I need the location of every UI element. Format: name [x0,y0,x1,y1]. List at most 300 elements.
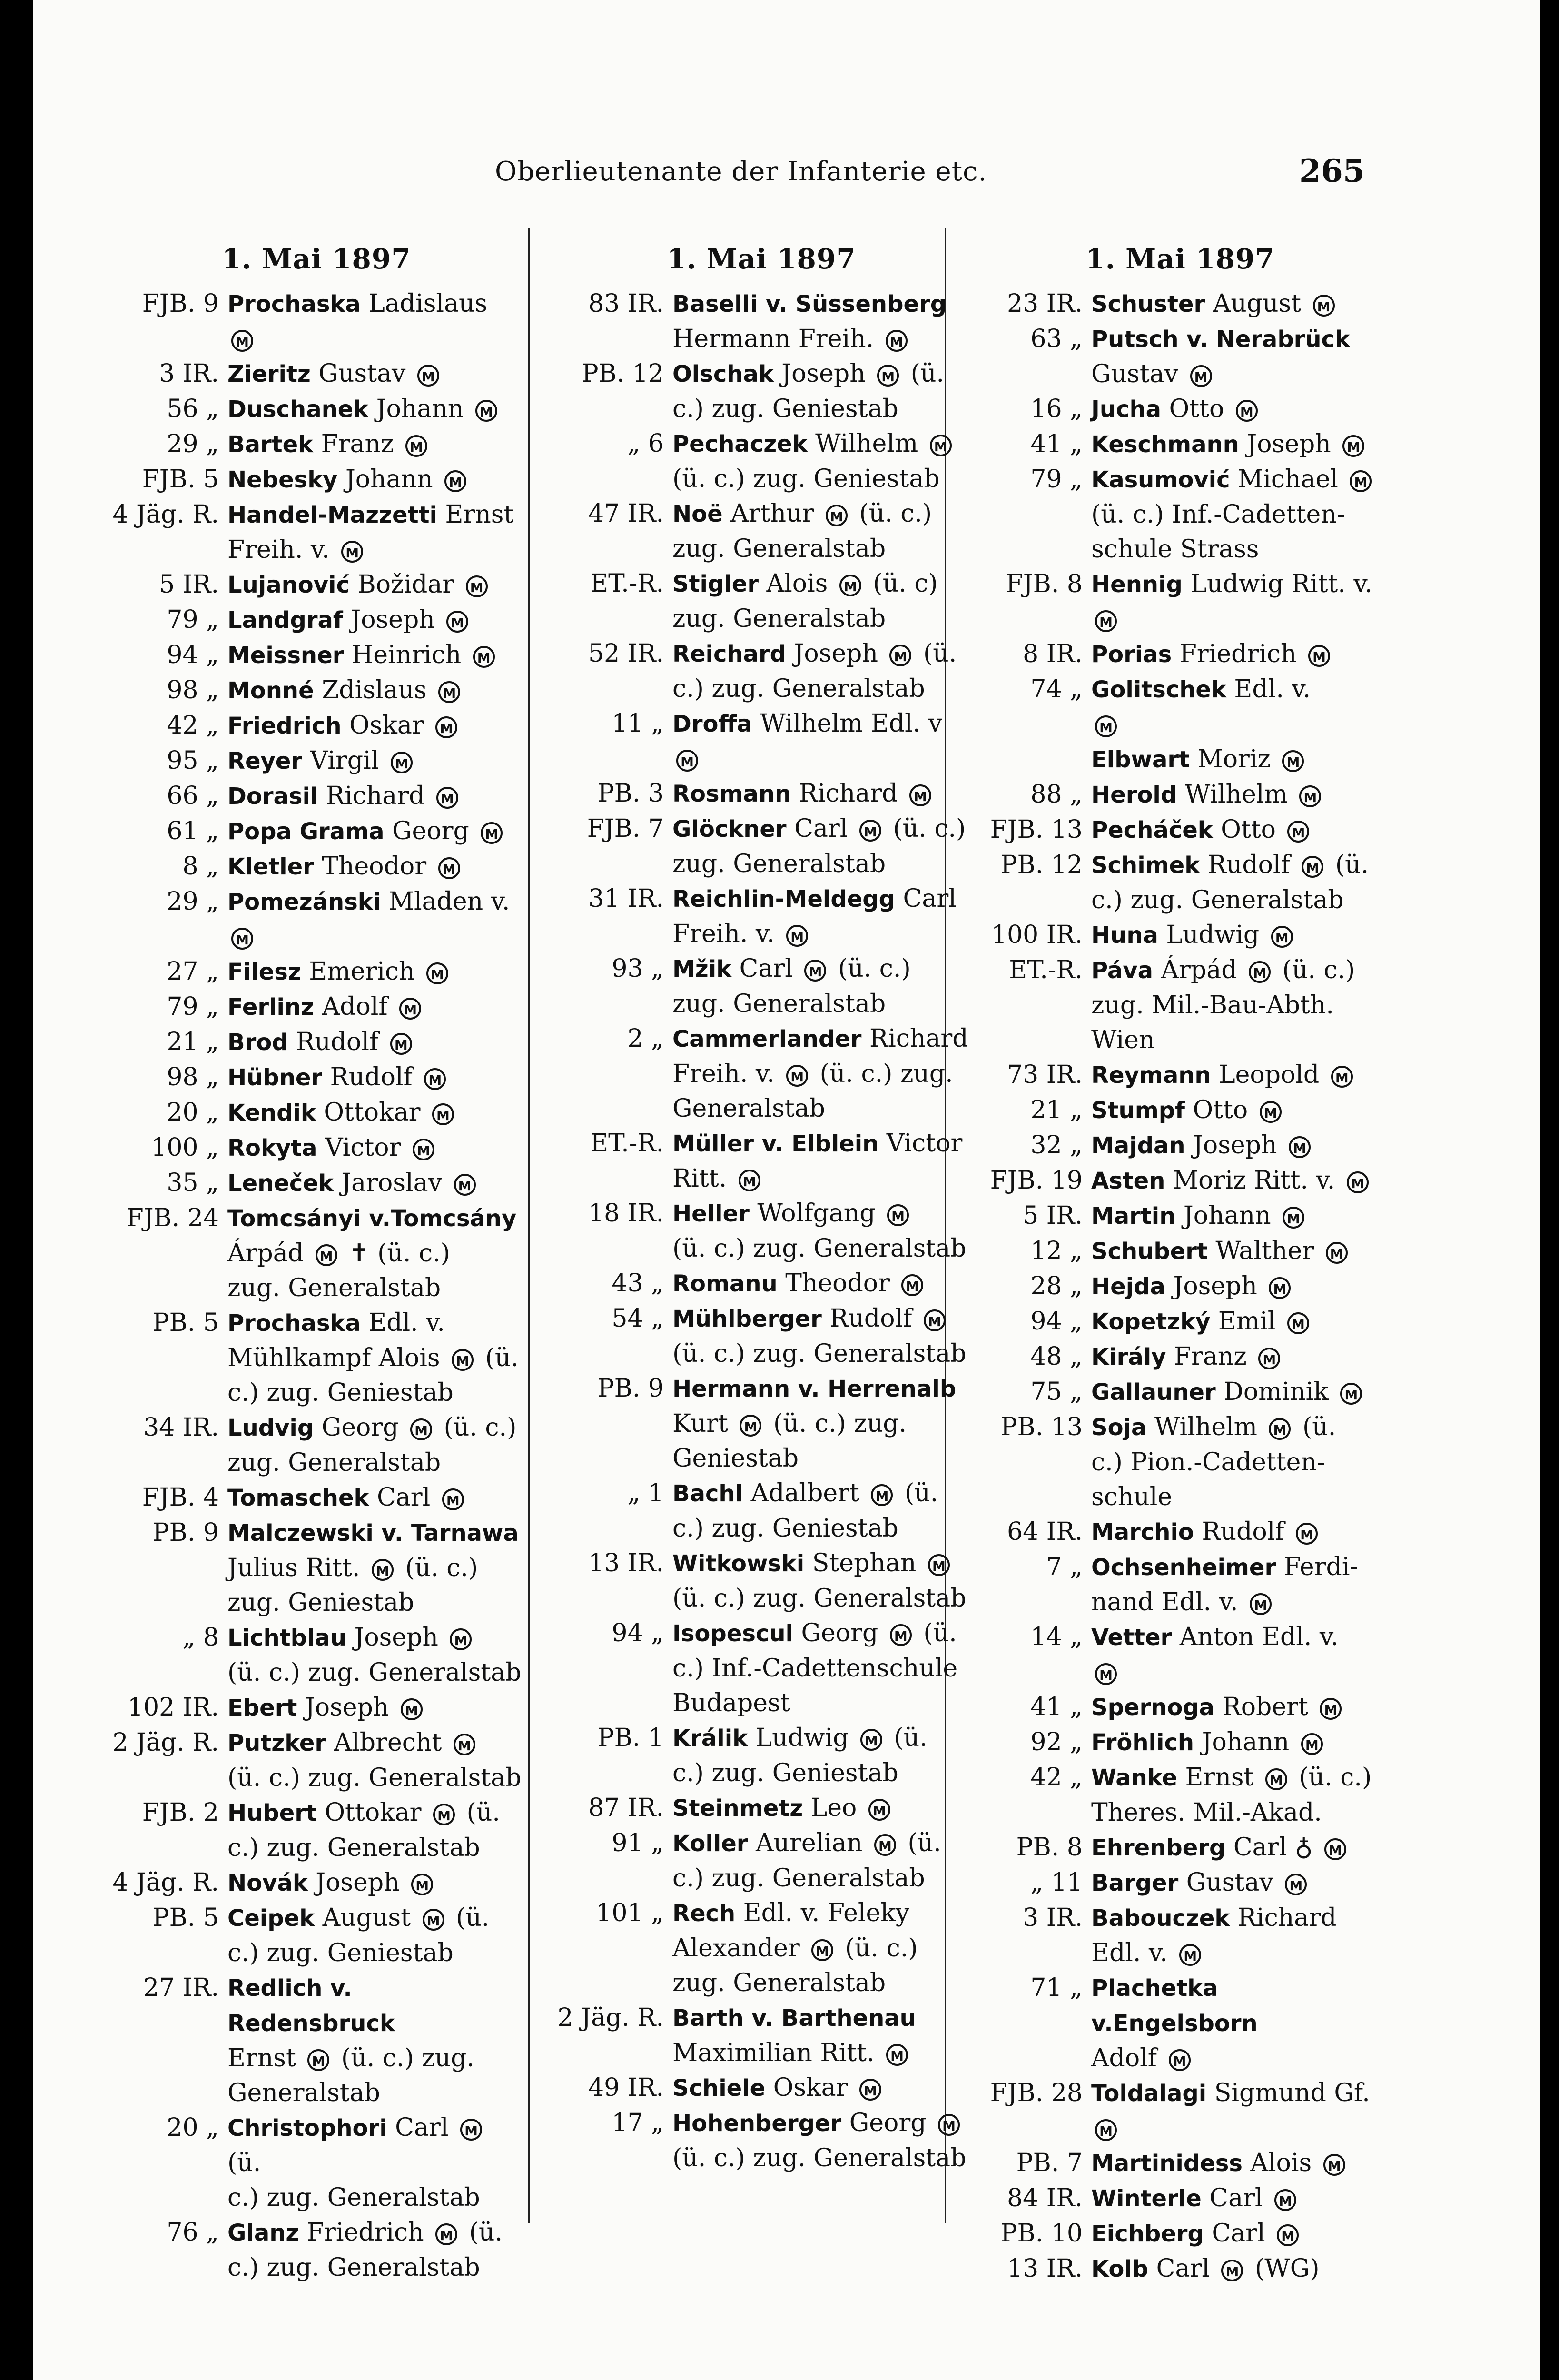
roster-entry [973,1304,1387,1339]
medal-icon: M [860,1729,882,1751]
officer-details: Georg [793,1619,886,1647]
medal-icon: M [887,1204,909,1226]
officer-surname: Toldalagi [1091,2080,1207,2107]
medal-icon: M [446,611,468,633]
officer-details: Adalbert [743,1479,868,1507]
officer-details: Wilhelm Edl. v [760,709,943,738]
unit-code: FJB. 28 [990,2079,1083,2107]
roster-entry [109,287,523,357]
unit-code: 49 IR. [588,2073,664,2102]
unit-code: 100 IR. [991,921,1083,949]
officer-surname: Popa Grama [227,818,385,845]
entry-text [672,776,968,812]
entry-text [672,1476,968,1546]
roster-entry [973,287,1387,322]
officer-details: Adolf [314,992,396,1021]
officer-surname: Droffa [672,711,752,737]
unit-code: 84 IR. [1007,2184,1083,2212]
assignment-note: (ü. c.) zug. Generalstab [1091,851,1369,914]
unit-code: 41 „ [1030,1693,1083,1721]
medal-icon: M [924,1309,946,1331]
unit-code: 2 Jäg. R. [557,2003,664,2032]
medal-icon: M [1095,715,1117,737]
officer-surname: Meissner [227,642,344,669]
unit-code: 29 „ [167,887,219,916]
officer-surname: Kasumović [1091,466,1230,493]
unit-code: 88 „ [1030,780,1083,809]
officer-surname: Kendik [227,1100,316,1126]
officer-surname: Christophori [227,2115,387,2142]
unit-code: PB. 12 [1000,851,1083,879]
unit-code: 91 „ [612,1829,664,1857]
roster-entry [973,672,1387,742]
entry-text [227,638,523,673]
roster-entry [554,2106,968,2176]
assignment-note: (ü. c.) zug. Generalstab [227,1413,517,1477]
medal-icon: M [454,1734,475,1755]
unit-code: FJB. 24 [126,1204,219,1232]
medal-icon: M [452,1349,474,1371]
officer-details: Ottokar [316,1098,428,1127]
officer-surname: Hubert [227,1800,317,1826]
entry-text [227,1865,523,1901]
officer-surname: Romanu [672,1270,778,1297]
medal-icon: M [1265,1768,1287,1790]
officer-details: Adolf [1091,2044,1157,2073]
roster-entry [973,2146,1387,2181]
roster-entry [973,777,1387,813]
roster-entry [973,567,1387,637]
unit-code: 66 „ [167,782,219,810]
officer-details: Michael [1230,465,1346,494]
unit-code: 94 „ [612,1619,664,1647]
entry-text [227,673,523,708]
unit-code: PB. 7 [1016,2149,1083,2177]
officer-surname: Herold [1091,782,1177,808]
officer-surname: Handel-Mazzetti [227,502,437,528]
officer-surname: Marchio [1091,1519,1194,1546]
medal-icon: M [316,1244,337,1266]
entry-text [1091,742,1387,777]
officer-details: Carl [1148,2254,1218,2283]
medal-icon: M [1301,1733,1323,1755]
officer-details: Carl [731,954,801,983]
roster-entry [973,462,1387,567]
roster-entry [973,1410,1387,1515]
medal-icon: M [1269,1277,1291,1299]
roster-entry [554,2001,968,2071]
roster-entry [109,1795,523,1865]
officer-surname: Asten [1091,1168,1165,1194]
officer-surname: Golitschek [1091,676,1226,703]
officer-surname: Landgraf [227,607,343,634]
officer-details: Ernst [1177,1763,1262,1792]
column-1 [109,243,523,2285]
officer-surname: Pecháček [1091,817,1213,843]
officer-details: Georg [384,817,477,845]
unit-code: 18 IR. [588,1199,664,1228]
medal-icon: M [399,998,421,1020]
entry-text [227,1620,523,1690]
officer-surname: Stumpf [1091,1097,1185,1124]
officer-details: Arthur [722,499,822,528]
unit-code: 54 „ [612,1304,664,1333]
officer-details: Friedrich [299,2218,432,2247]
medal-icon: M [423,1909,444,1931]
roster-entry [973,1163,1387,1199]
unit-code: 98 „ [167,676,219,704]
officer-surname: Hübner [227,1064,323,1091]
officer-details: Joseph [297,1693,397,1722]
medal-icon: M [454,1174,476,1196]
officer-details: Moriz Ritt. v. [1165,1166,1343,1195]
assignment-note: (ü. c.) zug. Generalstab [227,2149,480,2212]
unit-code: FJB. 13 [990,815,1083,844]
unit-code: 29 „ [167,430,219,458]
entry-text [1091,2251,1387,2287]
officer-surname: Steinmetz [672,1795,803,1822]
officer-details: Carl [387,2113,456,2142]
unit-code: 17 „ [612,2109,664,2137]
unit-code: 12 „ [1030,1237,1083,1265]
medal-icon: M [307,2049,329,2071]
entry-text [227,1095,523,1130]
entry-text [227,990,523,1025]
officer-details: Rudolf [322,1063,421,1091]
entry-text [672,1546,968,1616]
officer-surname: Barth v. Barthenau [672,2005,916,2032]
unit-code: 61 „ [167,817,219,845]
assignment-note: (ü. c.) zug. Generalstab [672,2144,967,2172]
medal-icon: M [1296,1523,1318,1545]
entry-text [1091,1971,1387,2076]
assignment-note: (ü. c.) zug. Generalstab [227,2044,474,2107]
unit-code: 42 „ [167,711,219,740]
roster-entry [973,1339,1387,1375]
unit-code: 83 IR. [588,289,664,318]
roster-entry [973,1128,1387,1163]
entry-text [1091,637,1387,672]
roster-entry [109,673,523,708]
entry-text [227,1166,523,1201]
medal-icon: M [438,857,460,879]
entry-text [1091,813,1387,848]
officer-surname: Glanz [227,2220,299,2246]
roster-entry [109,2215,523,2285]
officer-surname: Ludvig [227,1415,314,1441]
unit-code: 27 IR. [143,1973,219,2002]
officer-surname: Reymann [1091,1062,1211,1089]
roster-entry [973,1375,1387,1410]
roster-entry [973,1725,1387,1760]
officer-details: Joseph [346,1623,446,1652]
officer-surname: Prochaska [227,1310,361,1337]
medal-icon: M [444,470,466,492]
roster-entry [973,1901,1387,1971]
officer-surname: Dorasil [227,783,318,810]
officer-surname: Cammerlander [672,1026,862,1052]
officer-surname: Porias [1091,641,1172,668]
unit-code: FJB. 19 [990,1166,1083,1195]
officer-details: Aurelian [748,1829,870,1857]
roster-entry [109,849,523,884]
unit-code: 3 IR. [159,359,219,388]
roster-entry [109,1620,523,1690]
entry-text [672,1826,968,1896]
officer-surname: Rech [672,1900,736,1927]
officer-details: Edl. v. Feleky Alexander [672,1899,910,1963]
unit-code: „ 11 [1030,1868,1083,1897]
entry-text [672,1266,968,1301]
officer-details: August [1205,289,1309,318]
officer-surname: Friedrich [227,713,342,739]
entry-text [1091,287,1387,322]
entry-text [1091,1760,1387,1830]
officer-surname: Lichtblau [227,1625,346,1651]
officer-details: Edl. v. Mühlkampf Alois [227,1309,445,1372]
entry-text [1091,1339,1387,1375]
roster-entry [554,357,968,426]
officer-surname: Monné [227,677,314,704]
entry-text [1091,1690,1387,1725]
officer-details: Ludwig [1158,921,1267,949]
officer-surname: Fröhlich [1091,1729,1194,1756]
medal-icon: M [859,820,881,842]
medal-icon: M [739,1170,760,1191]
entry-text [1091,918,1387,953]
column-2 [554,243,968,2176]
entry-text [227,1410,523,1480]
officer-surname: Kolb [1091,2256,1149,2282]
officer-surname: Spernoga [1091,1694,1215,1721]
medal-icon: M [1287,1312,1309,1334]
assignment-note: (ü. c.) Inf.-Cadettenschule Budapest [672,1619,958,1717]
entry-text [672,1791,968,1826]
medal-icon: M [1326,1242,1348,1264]
officer-surname: Heller [672,1200,750,1227]
entry-text [672,2071,968,2106]
entry-text [227,2215,523,2285]
officer-surname: Isopescul [672,1620,793,1647]
officer-surname: Redlich v. Redensbruck [227,1975,395,2037]
officer-details: Ferdi- nand Edl. v. [1091,1553,1359,1616]
entry-list [109,287,523,2285]
roster-entry [109,2111,523,2215]
roster-entry [973,427,1387,462]
entry-list [973,287,1387,2287]
officer-details: Stephan [804,1549,924,1577]
roster-entry [554,496,968,566]
officer-details: Wolfgang [749,1199,884,1228]
officer-details: Oskar [765,2073,856,2102]
unit-code: 71 „ [1030,1973,1083,2002]
unit-code: 8 „ [182,852,219,881]
medal-icon: M [473,646,495,668]
medal-icon: M [413,1139,434,1160]
entry-text [672,1126,968,1196]
officer-surname: Schiele [672,2075,766,2102]
officer-surname: Wanke [1091,1765,1177,1791]
officer-surname: Brod [227,1029,288,1056]
officer-details: Georg [314,1413,407,1442]
officer-details: Theodor [314,852,434,881]
entry-text [1091,2146,1387,2181]
officer-surname: Vetter [1091,1624,1172,1651]
medal-icon: M [341,541,363,563]
officer-details: Carl [1201,2184,1271,2212]
roster-entry [973,2076,1387,2146]
officer-details: Richard [318,782,433,810]
entry-text [227,814,523,849]
entry-text [672,636,968,706]
medal-icon: M [438,681,460,703]
medal-icon: M [886,330,908,352]
entry-text [227,1306,523,1410]
roster-entry [973,637,1387,672]
medal-icon: M [1308,645,1330,667]
officer-surname: Jucha [1091,396,1162,423]
assignment-note: (ü. c.) zug. Geniestab [672,359,945,423]
roster-entry [973,1515,1387,1550]
officer-details: Emil [1210,1307,1283,1336]
officer-details: Heinrich [344,641,469,669]
medal-icon: M [901,1274,923,1296]
officer-details: Dominik [1215,1378,1337,1406]
unit-code: 5 IR. [1023,1201,1083,1230]
roster-entry [109,814,523,849]
entry-text [227,708,523,744]
roster-entry [554,1021,968,1126]
roster-entry [973,1690,1387,1725]
roster-entry [973,1760,1387,1830]
medal-icon: M [1274,2189,1296,2211]
officer-surname: Plachetka v.Engelsborn [1091,1975,1258,2037]
unit-code: „ 1 [627,1479,664,1507]
unit-code: 94 „ [1030,1307,1083,1336]
unit-code: 48 „ [1030,1342,1083,1371]
roster-entry [554,1371,968,1476]
assignment-note: (ü. c.) zug. Generalstab [672,1584,967,1613]
officer-details: Robert [1214,1693,1316,1721]
medal-icon: M [1258,1348,1280,1369]
roster-entry [109,462,523,497]
entry-text [1091,2216,1387,2251]
officer-details: Rudolf [1200,851,1298,879]
entry-text [227,1690,523,1726]
roster-entry [973,2251,1387,2287]
unit-code: PB. 8 [1016,1833,1083,1862]
entry-text [1091,1093,1387,1128]
officer-surname: Tomcsányi v.Tomcsány [227,1205,517,1232]
officer-details: Kurt [672,1409,728,1438]
entry-text [227,287,523,357]
entry-text [227,603,523,638]
assignment-note: (ü. c) zug. Generalstab [672,569,938,633]
roster-entry [554,1616,968,1721]
officer-details: Walther [1207,1237,1322,1265]
medal-icon: M [417,365,439,387]
unit-code: PB. 9 [152,1518,219,1547]
roster-entry [973,1199,1387,1234]
unit-code: 64 IR. [1007,1517,1083,1546]
roster-entry [109,1130,523,1166]
entry-text [672,287,968,357]
unit-code: FJB. 5 [142,465,219,494]
officer-details: Joseph [773,359,874,388]
column-divider [528,228,530,2223]
officer-details: Edl. v. [1234,675,1311,704]
officer-surname: Winterle [1091,2185,1202,2212]
medal-icon: M [1302,856,1323,878]
officer-details: Hermann Freih. [672,325,874,353]
assignment-note: (ü. c.) zug. Geniestab [672,1724,928,1787]
unit-code: 28 „ [1030,1272,1083,1300]
officer-details: Anton Edl. v. [1179,1623,1339,1651]
assignment-note: (ü. c.) zug. Generalstab [672,1060,953,1123]
running-title: Oberlieutenante der Infanterie etc. [495,156,987,187]
officer-surname: Barger [1091,1870,1179,1896]
medal-icon: M [466,575,488,597]
unit-code: 21 „ [1030,1096,1083,1124]
officer-surname: Glöckner [672,816,787,843]
officer-details: Wilhelm [807,429,926,458]
officer-details: Wilhelm [1177,780,1296,809]
medal-icon: M [889,645,911,666]
medal-icon: M [411,1874,433,1895]
roster-entry [973,1093,1387,1128]
officer-details: Mladen v. [388,887,510,916]
entry-text [227,462,523,497]
roster-entry [109,427,523,462]
assignment-note: (ü. c.) zug. Generalstab [227,1798,500,1862]
roster-entry [973,813,1387,848]
officer-surname: Ferlinz [227,994,315,1021]
entry-text [672,706,968,776]
unit-code: PB. 9 [597,1374,664,1403]
roster-entry [109,392,523,427]
roster-entry [109,1690,523,1726]
officer-details: Ottokar [316,1798,430,1827]
roster-entry [109,1201,523,1306]
entry-list [554,287,968,2176]
unit-code: 8 IR. [1023,640,1083,668]
officer-surname: Kletler [227,853,314,880]
unit-code: 11 „ [612,709,664,738]
officer-surname: Lenеček [227,1170,334,1197]
medal-icon: M [1350,470,1372,492]
entry-text [227,1901,523,1971]
entry-text [227,779,523,814]
officer-details: Carl [786,814,856,843]
assignment-note: (ü. c.) zug. Geniestab [227,1904,490,1967]
unit-code: FJB. 2 [142,1798,219,1827]
officer-surname: Mühlberger [672,1306,822,1332]
roster-entry [973,742,1387,777]
officer-details: Otto [1184,1096,1256,1124]
medal-icon: M [826,505,848,526]
officer-surname: Pechaczek [672,431,808,457]
entry-text [227,1726,523,1795]
medal-icon: M [391,752,413,774]
column-heading: 1. Mai 1897 [1085,243,1275,275]
medal-icon: M [1260,1101,1282,1123]
officer-surname: Duschanek [227,396,369,423]
officer-details: Gustav [310,359,414,388]
officer-details: Leopold [1211,1061,1327,1089]
officer-surname: Olschak [672,361,774,387]
entry-text [227,1060,523,1095]
entry-text [227,849,523,884]
